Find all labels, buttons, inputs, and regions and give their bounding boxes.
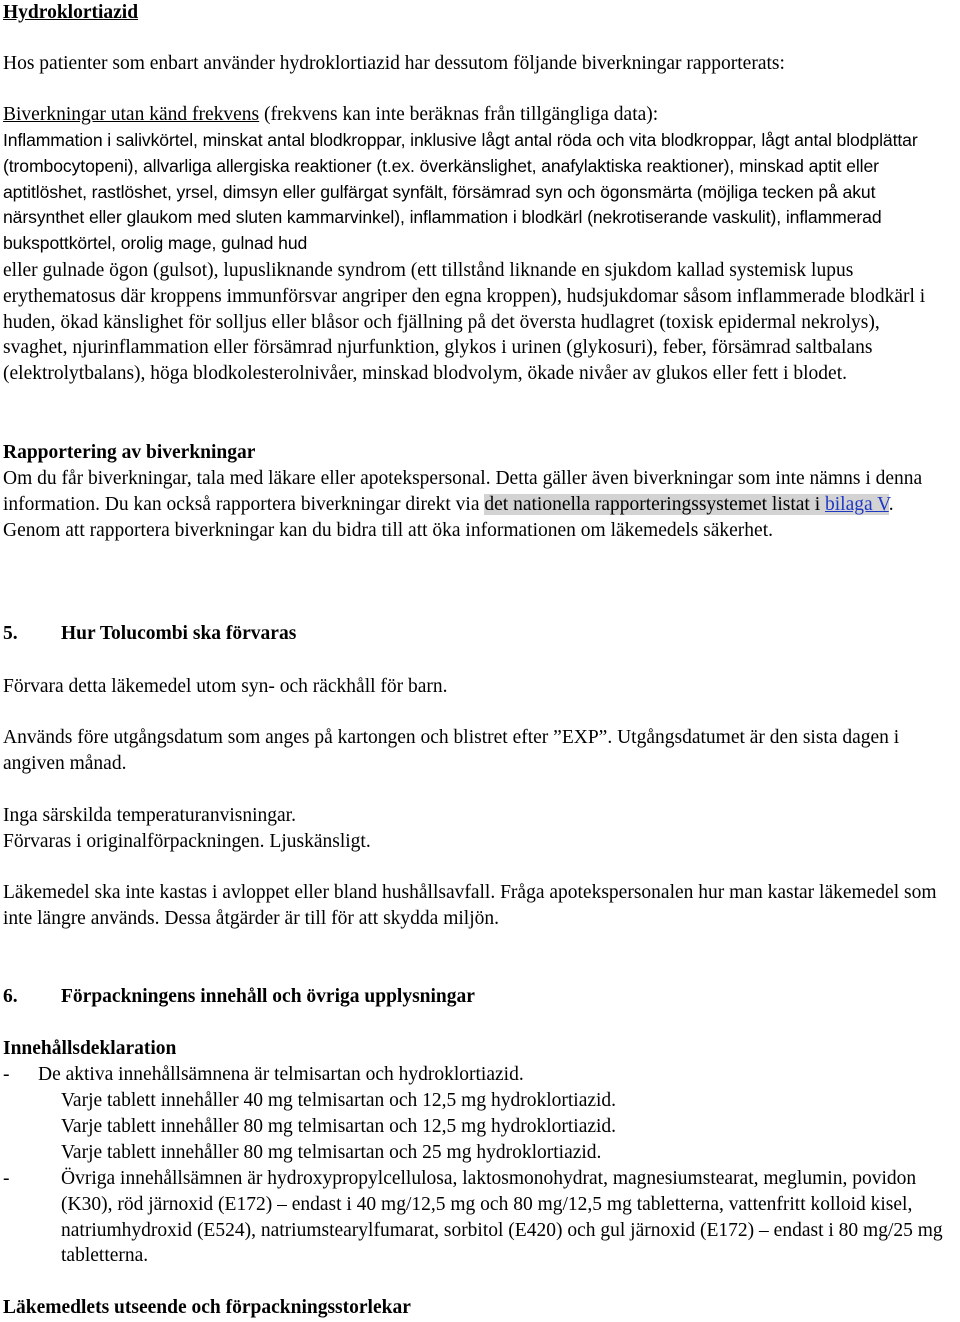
storage-temperature: Inga särskilda temperaturanvisningar. [3, 805, 296, 826]
storage-expiry: Används före utgångsdatum som anges på kartongen och blistret efter ”EXP”. Utgångsdatumet är den sista dagen i angiven månad. [3, 727, 900, 774]
side-effects-serif: eller gulnade ögon (gulsot), lupusliknande syndrom (ett tillstånd liknande en sjukdom kallad systemisk lupus erythematosus där kroppens immunförsvar angriper den egna kroppen), hudsjukdomar såsom inflammerade blodkärl i huden, ökad känslighet för solljus eller blåsor och fjällning på det översta hudlagret (toxisk epidermal nekrolys), svaghet, njurinflammation eller försämrad njurfunktion, glykos i urinen (glykosuri), feber, försämrad saltbalans (elektrolytbalans), höga blodkolesterolnivåer, minskad blodvolym, ökade nivåer av glukos eller fett i blodet. [3, 260, 926, 385]
disposal-paragraph: Läkemedel ska inte kastas i avloppet eller bland hushållsavfall. Fråga apotekspersonalen hur man kastar läkemedel som inte längre används. Dessa åtgärder är till för att skydda miljön. [3, 882, 937, 929]
other-ingredients-text: Övriga innehållsämnen är hydroxypropylcellulosa, laktosmonohydrat, magnesiumstearat, meglumin, povidon (K30), röd järnoxid (E172) – endast i 40 mg/12,5 mg och 80 mg/12,5 mg tabletterna, vattenfritt kolloid kisel, natriumhydroxid (E524), natriumstearylfumarat, sorbitol (E420) och gul järnoxid (E172) – endast i 80 mg/25 mg tabletterna. [61, 1168, 943, 1267]
appearance-heading: Läkemedlets utseende och förpackningsstorlekar [3, 1297, 411, 1318]
side-effects-sans: Inflammation i salivkörtel, minskat antal blodkroppar, inklusive lågt antal röda och vita blodkroppar, lågt antal blodplättar (trombocytopeni), allvarliga allergiska reaktioner (t.ex. överkänslighet, anafylaktiska reaktioner), minskad aptit eller aptitlöshet, rastlöshet, yrsel, dimsyn eller gulfärgat synfält, försämrad syn och ögonsmärta (möjliga tecken på akut närsynthet eller glaukom med sluten kammarvinkel), inflammation i blodkärl (nekrotiserande vaskulit), inflammerad bukspottkörtel, orolig mage, gulnad hud [3, 130, 918, 254]
bilaga-v-link[interactable]: bilaga V [825, 493, 889, 515]
frequency-line [3, 102, 958, 128]
active-ingredients-text: De aktiva innehållsämnena är telmisartan och hydroklortiazid. [38, 1064, 524, 1085]
tablet-strength-80-25: Varje tablett innehåller 80 mg telmisartan och 25 mg hydroklortiazid. [61, 1142, 602, 1163]
reporting-highlight: det nationella rapporteringssystemet listat i [484, 493, 826, 515]
section-5-number: 5. [3, 623, 18, 644]
list-dash: - [3, 1064, 10, 1085]
section-6-number: 6. [3, 986, 18, 1007]
reporting-heading: Rapportering av biverkningar [3, 442, 256, 463]
tablet-strength-40-12-5: Varje tablett innehåller 40 mg telmisartan och 12,5 mg hydroklortiazid. [61, 1090, 617, 1111]
active-ingredients-item [3, 1062, 958, 1088]
section-6-title: Förpackningens innehåll och övriga upplysningar [61, 986, 475, 1007]
heading-hydroklortiazid: Hydroklortiazid [3, 2, 139, 23]
content-declaration-heading: Innehållsdeklaration [3, 1038, 177, 1059]
section-5-heading [3, 621, 958, 647]
list-dash: - [3, 1168, 10, 1189]
reporting-paragraph [3, 466, 938, 543]
section-6-heading [3, 984, 958, 1010]
section-5-title: Hur Tolucombi ska förvaras [61, 623, 297, 644]
intro-paragraph: Hos patienter som enbart använder hydroklortiazid har dessutom följande biverkningar rapporterats: [3, 53, 785, 74]
frequency-label: Biverkningar utan känd frekvens [3, 104, 260, 125]
reporting-text-2: . Genom att rapportera biverkningar kan du bidra till att öka informationen om läkemedels säkerhet. [3, 493, 894, 541]
storage-package: Förvaras i originalförpackningen. Ljuskänsligt. [3, 831, 371, 852]
other-ingredients-item [3, 1166, 958, 1269]
storage-children: Förvara detta läkemedel utom syn- och räckhåll för barn. [3, 676, 448, 697]
tablet-strength-80-12-5: Varje tablett innehåller 80 mg telmisartan och 12,5 mg hydroklortiazid. [61, 1116, 617, 1137]
frequency-rest: (frekvens kan inte beräknas från tillgängliga data): [259, 104, 659, 125]
reporting-text-1: Om du får biverkningar, tala med läkare eller apotekspersonal. Detta gäller även biverkningar som inte nämns i denna information. Du kan också rapportera biverkningar direkt via [3, 468, 923, 515]
